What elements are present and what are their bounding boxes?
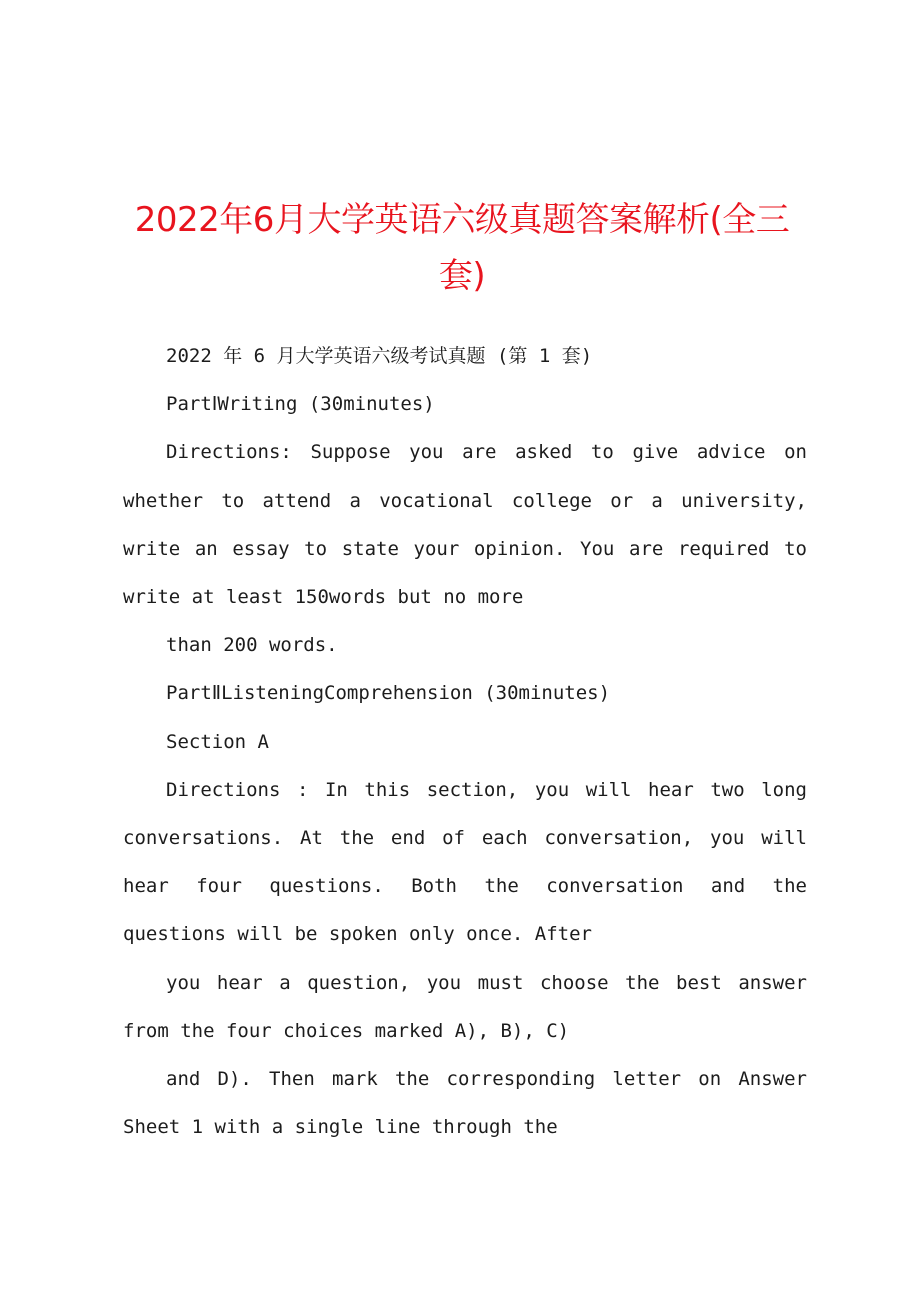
paragraph-part-two-heading: PartⅡListeningComprehension (30minutes)	[166, 682, 611, 705]
paragraph-listening-directions: Directions : In this section, you will hear two long conversations. At the end of each conversation, you will hear four questions. Both the conversation and the questions will be spoken only once. After	[123, 778, 807, 946]
document-body	[123, 332, 807, 1151]
document-title: 2022年6月大学英语六级真题答案解析(全三套)	[134, 200, 790, 296]
paragraph-answer-choices: you hear a question, you must choose the best answer from the four choices marked A), B), C)	[123, 971, 807, 1042]
paragraph-part-one-heading: PartⅠWriting (30minutes)	[166, 393, 435, 416]
paragraph-word-limit: than 200 words.	[166, 634, 338, 657]
paragraph-section-a-heading: Section A	[166, 730, 269, 753]
paragraph-answer-sheet: and D). Then mark the corresponding letter on Answer Sheet 1 with a single line through the	[123, 1068, 807, 1139]
paragraph-writing-directions: Directions: Suppose you are asked to give advice on whether to attend a vocational college or a university, write an essay to state your opinion. You are required to write at least 150words but no more	[123, 441, 807, 609]
paragraph-exam-title: 2022 年 6 月大学英语六级考试真题 (第 1 套)	[166, 345, 593, 367]
